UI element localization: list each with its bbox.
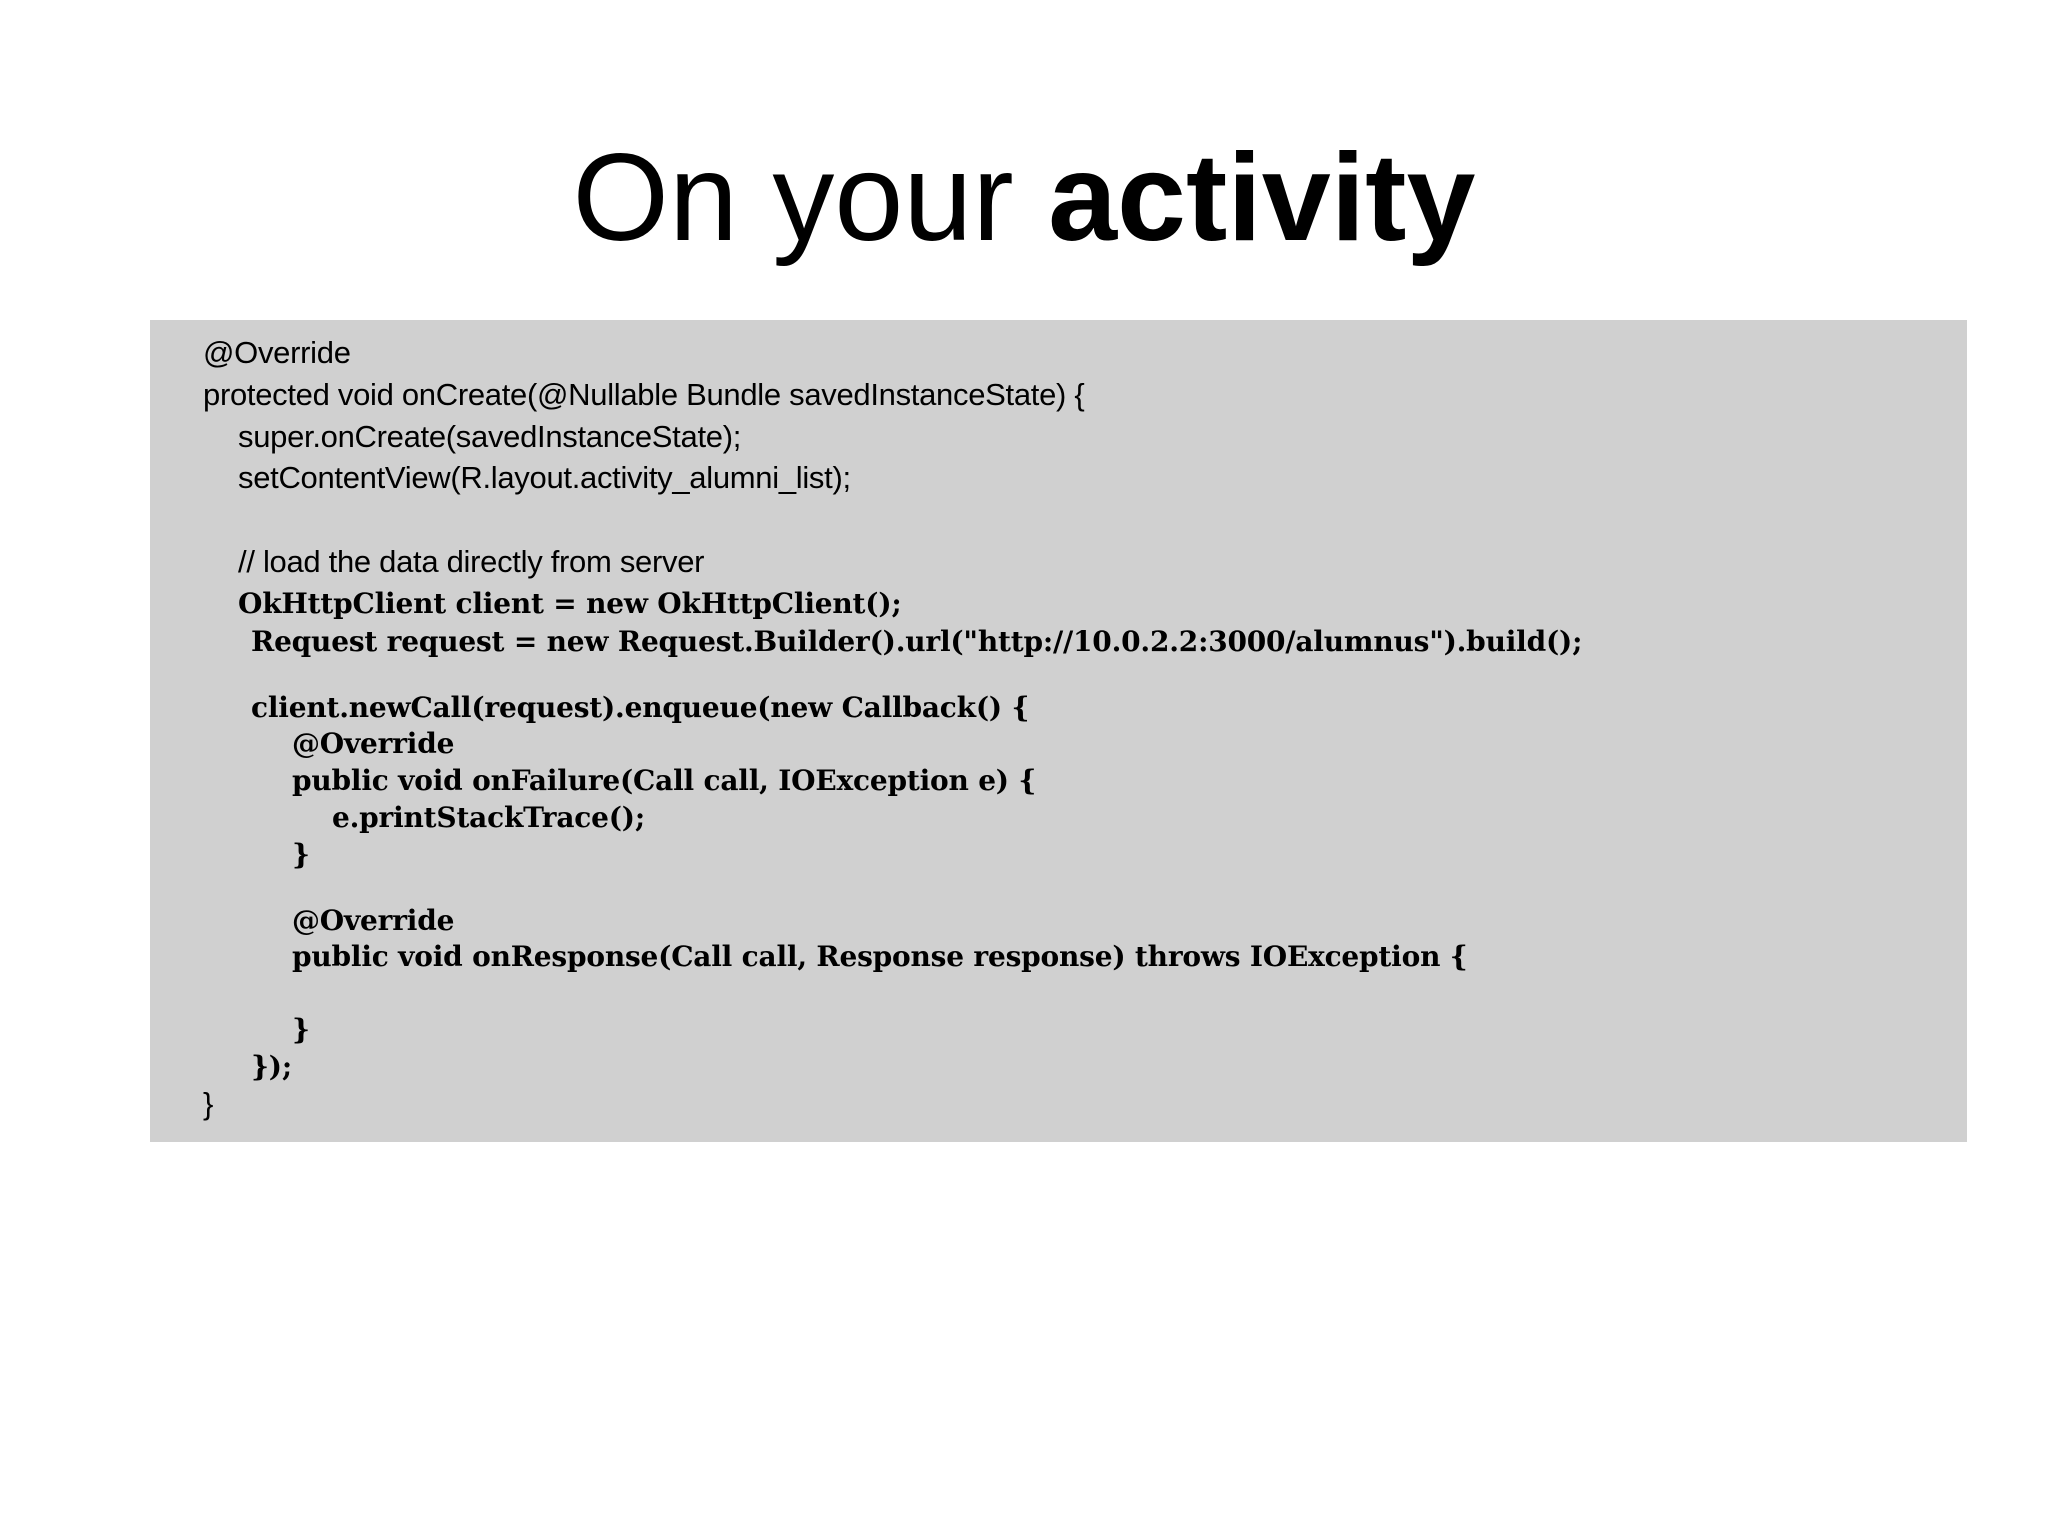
code-line: @Override bbox=[203, 335, 351, 370]
code-block bbox=[150, 320, 1967, 1142]
code-line: super.onCreate(savedInstanceState); bbox=[238, 419, 742, 454]
code-comment: // load the data directly from server bbox=[238, 544, 705, 579]
title-bold: activity bbox=[1048, 129, 1476, 267]
title-regular: On your bbox=[572, 129, 1049, 267]
code-line: OkHttpClient client = new OkHttpClient(); bbox=[238, 587, 902, 620]
code-line: }); bbox=[251, 1050, 292, 1083]
code-line: public void onResponse(Call call, Response response) throws IOException { bbox=[292, 940, 1468, 973]
code-line: Request request = new Request.Builder().url("http://10.0.2.2:3000/alumnus").build(); bbox=[251, 625, 1583, 658]
code-line: @Override bbox=[292, 904, 455, 937]
code-line: } bbox=[292, 1013, 310, 1046]
code-line: } bbox=[203, 1086, 214, 1121]
code-line: @Override bbox=[292, 727, 455, 760]
code-line: setContentView(R.layout.activity_alumni_list); bbox=[238, 460, 851, 495]
slide-title bbox=[0, 128, 2048, 268]
code-line: } bbox=[292, 838, 310, 871]
code-line: public void onFailure(Call call, IOException e) { bbox=[292, 764, 1037, 797]
code-line: protected void onCreate(@Nullable Bundle savedInstanceState) { bbox=[203, 377, 1085, 412]
code-line: e.printStackTrace(); bbox=[332, 801, 645, 834]
code-line: client.newCall(request).enqueue(new Callback() { bbox=[251, 691, 1030, 724]
